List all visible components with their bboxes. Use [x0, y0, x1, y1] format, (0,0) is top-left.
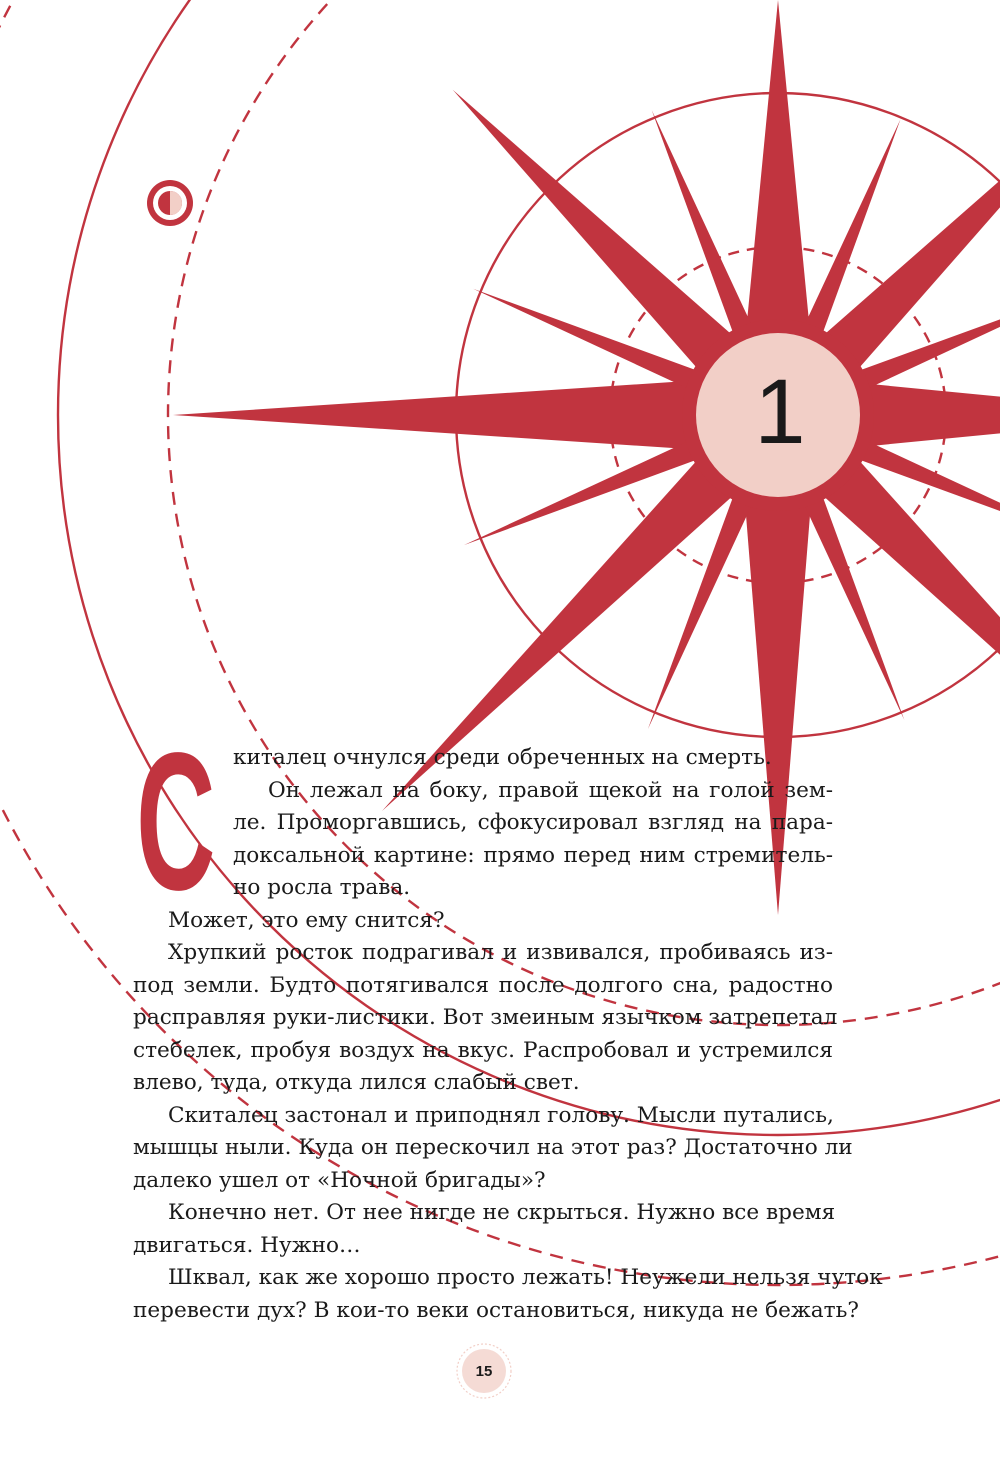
- drop-cap: С: [136, 712, 216, 931]
- text-line: Может, это ему снится?: [168, 907, 445, 933]
- text-line: Хрупкий росток подрагивал и извивался, пробиваясь из-: [168, 940, 833, 965]
- text-line: но росла трава.: [233, 875, 411, 900]
- text-line: ле. Проморгавшись, сфокусировал взгляд на пара-: [233, 810, 833, 835]
- paragraph-2: [133, 775, 833, 905]
- text-line: далеко ушел от «Ночной бригады»?: [133, 1167, 546, 1193]
- paragraph-5: [133, 1100, 853, 1198]
- paragraph-1: [133, 742, 833, 775]
- paragraph-6: [133, 1197, 836, 1262]
- paragraph-7: [133, 1262, 883, 1327]
- text-line: влево, туда, откуда лился слабый свет.: [133, 1070, 580, 1095]
- planet-icon: [147, 180, 193, 226]
- text-line: мышцы ныли. Куда он перескочил на этот раз? Достаточно ли: [133, 1135, 853, 1160]
- paragraph-3: [133, 905, 833, 938]
- text-line: стебелек, пробуя воздух на вкус. Распробовал и устремился: [133, 1037, 833, 1063]
- text-line: Он лежал на боку, правой щекой на голой зем-: [268, 777, 833, 803]
- text-line: двигаться. Нужно…: [133, 1232, 361, 1258]
- text-line: Скиталец застонал и приподнял голову. Мысли путались,: [168, 1102, 834, 1128]
- text-line: доксальной картине: прямо перед ним стремитель-: [233, 842, 833, 868]
- page-number: 15: [475, 1362, 493, 1380]
- text-line: расправляя руки-листики. Вот змеиным язычком затрепетал: [133, 1005, 838, 1030]
- paragraph-4: [133, 937, 838, 1100]
- text-line: перевести дух? В кои-то веки остановиться, никуда не бежать?: [133, 1297, 859, 1323]
- text-line: киталец очнулся среди обреченных на смерть.: [233, 745, 772, 770]
- chapter-number: 1: [754, 360, 806, 463]
- text-line: Шквал, как же хорошо просто лежать! Неужели нельзя чуток: [168, 1265, 883, 1290]
- chapter-text: [133, 712, 883, 1327]
- text-line: под земли. Будто потягивался после долгого сна, радостно: [133, 972, 833, 998]
- text-line: Конечно нет. От нее нигде не скрыться. Нужно все время: [168, 1200, 836, 1225]
